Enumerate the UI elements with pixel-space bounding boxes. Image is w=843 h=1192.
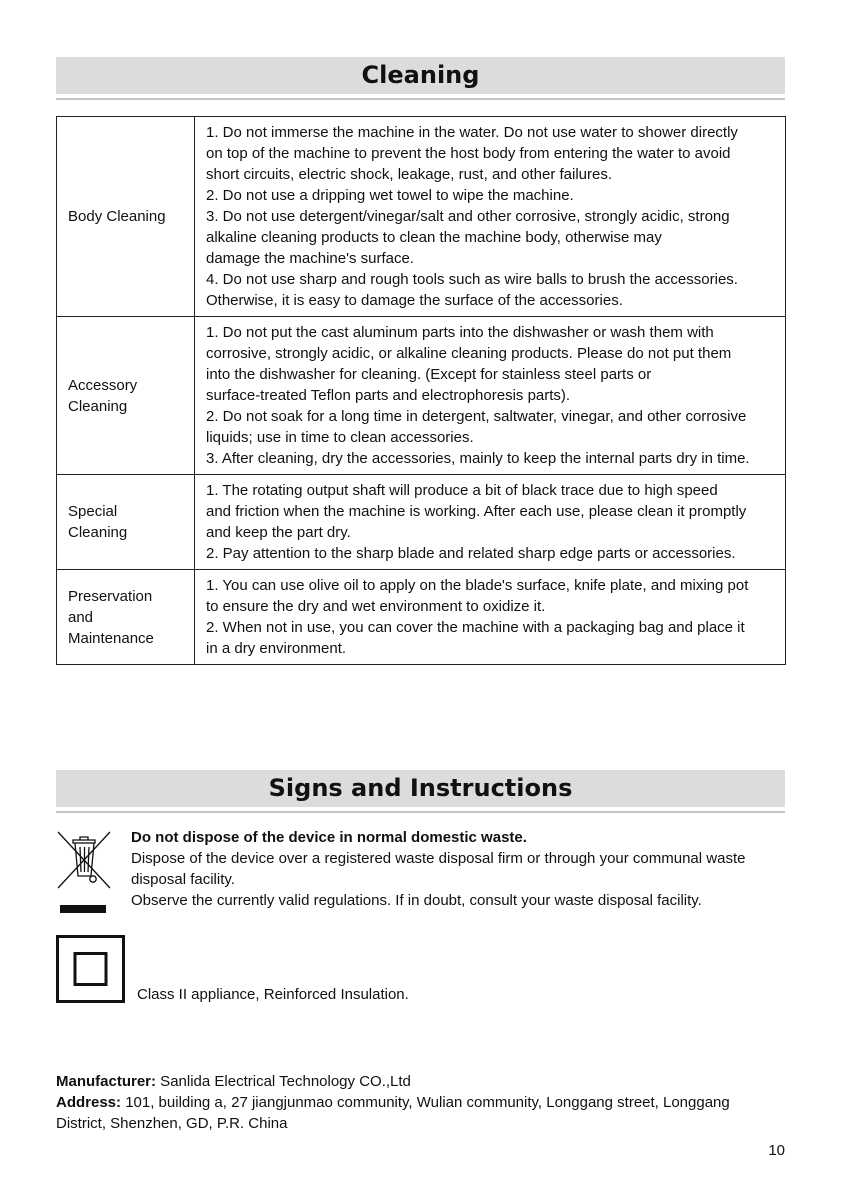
instruction-line: short circuits, electric shock, leakage, rust, and other failures. — [206, 166, 613, 183]
instruction-line: into the dishwasher for cleaning. (Except for stainless steel parts or — [206, 366, 652, 383]
weee-text — [131, 827, 745, 911]
weee-heading: Do not dispose of the device in normal domestic waste. — [131, 829, 527, 846]
weee-line-2: disposal facility. — [131, 871, 235, 888]
address-value: 101, building a, 27 jiangjunmao community, Wulian community, Longgang street, Longgang — [121, 1094, 730, 1111]
instruction-line: 1. Do not put the cast aluminum parts into the dishwasher or wash them with — [206, 324, 714, 341]
address-line-2: District, Shenzhen, GD, P.R. China — [56, 1115, 288, 1132]
instruction-line: to ensure the dry and wet environment to oxidize it. — [206, 598, 546, 615]
instruction-line: corrosive, strongly acidic, or alkaline cleaning products. Please do not put them — [206, 345, 732, 362]
cleaning-row — [57, 117, 786, 317]
cleaning-table — [56, 116, 786, 665]
instruction-line: 2. Do not use a dripping wet towel to wipe the machine. — [206, 187, 574, 204]
instruction-line: 1. The rotating output shaft will produce a bit of black trace due to high speed — [206, 482, 718, 499]
instruction-line: 1. Do not immerse the machine in the water. Do not use water to shower directly — [206, 124, 738, 141]
cleaning-category-label — [57, 570, 195, 665]
cleaning-category-label — [57, 117, 195, 317]
manufacturer-label: Manufacturer: — [56, 1073, 157, 1090]
page-number: 10 — [768, 1142, 785, 1159]
instruction-line: 1. You can use olive oil to apply on the blade's surface, knife plate, and mixing pot — [206, 577, 749, 594]
cleaning-category-label — [57, 317, 195, 475]
instruction-line: alkaline cleaning products to clean the machine body, otherwise may — [206, 229, 662, 246]
cleaning-instructions — [195, 117, 786, 317]
weee-line-3: Observe the currently valid regulations. If in doubt, consult your waste disposal facility. — [131, 892, 702, 909]
instruction-line: and keep the part dry. — [206, 524, 351, 541]
instruction-line: and friction when the machine is working. After each use, please clean it promptly — [206, 503, 747, 520]
category-label-line: and — [68, 608, 94, 626]
category-label-line: Maintenance — [68, 629, 154, 647]
cleaning-category-label — [57, 475, 195, 570]
weee-line-1: Dispose of the device over a registered waste disposal firm or through your communal waste — [131, 850, 746, 867]
manufacturer-value: Sanlida Electrical Technology CO.,Ltd — [156, 1073, 411, 1090]
cleaning-title-band — [56, 57, 785, 94]
instruction-line: in a dry environment. — [206, 640, 347, 657]
crossed-out-bin-icon — [56, 828, 112, 890]
cleaning-instructions — [195, 317, 786, 475]
signs-title-rule — [56, 811, 785, 813]
category-label-line: Accessory — [68, 376, 138, 394]
category-label-line: Cleaning — [68, 397, 128, 415]
address-label: Address: — [56, 1094, 122, 1111]
category-label-line: Cleaning — [68, 524, 128, 541]
cleaning-row — [57, 317, 786, 475]
manufacturer-line — [56, 1071, 730, 1092]
instruction-line: 3. After cleaning, dry the accessories, mainly to keep the internal parts dry in time. — [206, 450, 750, 467]
instruction-line: surface-treated Teflon parts and electrophoresis parts). — [206, 387, 571, 404]
signs-title: Signs and Instructions — [268, 774, 573, 802]
instruction-line: 2. When not in use, you can cover the machine with a packaging bag and place it — [206, 619, 745, 636]
manufacturer-block — [56, 1071, 730, 1134]
signs-title-band — [56, 770, 785, 807]
cleaning-title-rule — [56, 98, 785, 100]
instruction-line: 2. Do not soak for a long time in detergent, saltwater, vinegar, and other corrosive — [206, 408, 747, 425]
class-ii-double-square-icon — [56, 935, 125, 1003]
instruction-line: damage the machine's surface. — [206, 250, 414, 267]
instruction-line: on top of the machine to prevent the host body from entering the water to avoid — [206, 145, 731, 162]
instruction-line: liquids; use in time to clean accessories. — [206, 429, 474, 446]
address-line-1 — [56, 1092, 730, 1113]
instruction-line: 2. Pay attention to the sharp blade and related sharp edge parts or accessories. — [206, 545, 736, 562]
class-ii-text: Class II appliance, Reinforced Insulation. — [137, 986, 409, 1003]
cleaning-row — [57, 475, 786, 570]
cleaning-instructions — [195, 475, 786, 570]
category-label-line: Special — [68, 503, 118, 520]
cleaning-title: Cleaning — [361, 61, 480, 89]
instruction-line: Otherwise, it is easy to damage the surface of the accessories. — [206, 292, 623, 309]
category-label-line: Body Cleaning — [68, 208, 166, 225]
cleaning-instructions — [195, 570, 786, 665]
category-label-line: Preservation — [68, 587, 153, 605]
instruction-line: 4. Do not use sharp and rough tools such as wire balls to brush the accessories. — [206, 271, 738, 288]
weee-bar-icon — [60, 905, 106, 913]
cleaning-row — [57, 570, 786, 665]
instruction-line: 3. Do not use detergent/vinegar/salt and other corrosive, strongly acidic, strong — [206, 208, 730, 225]
